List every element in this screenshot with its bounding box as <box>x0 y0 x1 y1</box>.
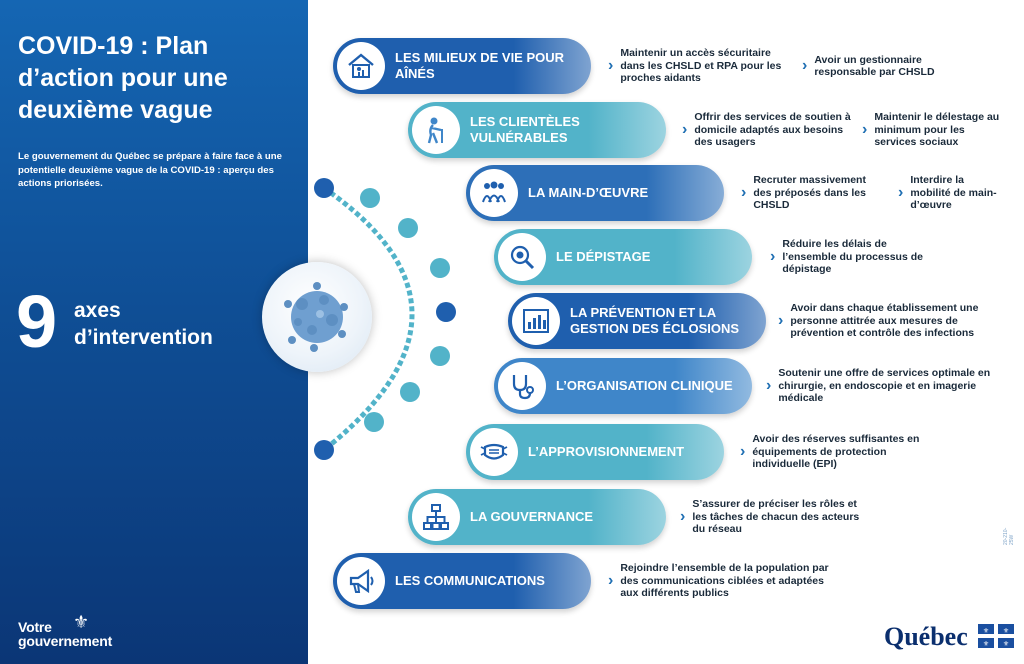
chevron-right-icon: › <box>778 312 784 329</box>
action-text: Recruter massivement des préposés dans les CHSLD <box>753 174 866 212</box>
reference-code: 20-210-25W <box>1003 527 1015 545</box>
axes-number: 9 <box>16 280 58 363</box>
axis-pill <box>466 424 724 480</box>
axes-caption-line2: d’intervention <box>74 326 213 349</box>
chevron-right-icon: › <box>680 508 686 525</box>
axis-action <box>608 38 788 94</box>
org-chart-icon <box>412 493 460 541</box>
axis-action <box>680 489 870 545</box>
axis-action <box>898 165 998 221</box>
svg-text:⚜: ⚜ <box>982 641 990 648</box>
axis-pill <box>466 165 724 221</box>
axis-pill <box>333 38 591 94</box>
axis-label: LES MILIEUX DE VIE POUR AÎNÉS <box>395 50 565 81</box>
axis-action <box>862 102 1002 158</box>
action-text: Avoir dans chaque établissement une personne attitrée aux mesures de prévention et contrôle des infections <box>790 302 979 340</box>
axis-row <box>0 165 1024 221</box>
logo-line1: Votre <box>18 619 52 635</box>
axis-row <box>0 102 1024 158</box>
votre-gouvernement-logo <box>18 620 112 648</box>
action-text: Rejoindre l’ensemble de la population par des communications ciblées et adaptées aux différents publics <box>620 562 829 600</box>
chevron-right-icon: › <box>898 184 904 201</box>
intro-text: Le gouvernement du Québec se prépare à faire face à une potentielle deuxième vague de la COVID-19 : aperçu des actions priorisées. <box>18 151 282 189</box>
svg-text:⚜: ⚜ <box>1002 641 1010 648</box>
axis-row <box>0 358 1024 414</box>
elderly-person-icon <box>412 106 460 154</box>
axis-label: LA GOUVERNANCE <box>470 509 594 524</box>
chevron-right-icon: › <box>608 572 614 589</box>
chevron-right-icon: › <box>608 57 614 74</box>
axis-row <box>0 38 1024 94</box>
logo-line2: gouvernement <box>18 633 113 649</box>
axis-pill <box>408 102 666 158</box>
action-text: Avoir un gestionnaire responsable par CHSLD <box>814 53 935 78</box>
axis-action <box>682 102 852 158</box>
chevron-right-icon: › <box>770 248 776 265</box>
axis-action <box>766 358 1006 414</box>
action-text: Réduire les délais de l’ensemble du processus de dépistage <box>782 238 923 276</box>
action-text: Interdire la mobilité de main-d’œuvre <box>910 174 997 212</box>
chevron-right-icon: › <box>682 121 688 138</box>
quebec-flag-icon <box>978 624 1014 648</box>
chevron-right-icon: › <box>766 377 772 394</box>
chevron-right-icon: › <box>740 443 746 460</box>
axis-label: L’ORGANISATION CLINIQUE <box>556 378 733 393</box>
axis-label: L’APPROVISIONNEMENT <box>528 444 685 459</box>
axis-row <box>0 424 1024 480</box>
stethoscope-icon <box>498 362 546 410</box>
action-text: Maintenir le délestage au minimum pour les services sociaux <box>874 111 1000 149</box>
axis-pill <box>494 229 752 285</box>
axes-caption-line1: axes <box>74 299 121 322</box>
action-text: S’assurer de préciser les rôles et les tâches de chacun des acteurs du réseau <box>692 498 860 536</box>
axis-row <box>0 229 1024 285</box>
action-text: Soutenir une offre de services optimale en chirurgie, en endoscopie et en imagerie médicale <box>778 367 991 405</box>
axis-pill <box>333 553 591 609</box>
axis-row <box>0 293 1024 349</box>
axis-pill <box>508 293 766 349</box>
virus-magnifier-icon <box>498 233 546 281</box>
svg-text:⚜: ⚜ <box>1002 628 1010 635</box>
action-text: Offrir des services de soutien à domicile adaptés aux besoins des usagers <box>694 111 851 149</box>
house-elderly-icon <box>337 42 385 90</box>
page-title: COVID-19 : Plan d’action pour une deuxième vague <box>18 32 228 124</box>
action-text: Maintenir un accès sécuritaire dans les CHSLD et RPA pour les proches aidants <box>620 47 782 85</box>
action-text: Avoir des réserves suffisantes en équipements de protection individuelle (EPI) <box>752 433 920 471</box>
axis-action <box>802 38 942 94</box>
axis-pill <box>408 489 666 545</box>
axis-action <box>608 553 838 609</box>
axis-label: LA MAIN-D’ŒUVRE <box>528 185 649 200</box>
axis-action <box>741 165 886 221</box>
mask-icon <box>470 428 518 476</box>
axis-label: LES COMMUNICATIONS <box>395 573 545 588</box>
chart-icon <box>512 297 560 345</box>
fleur-de-lis-icon: ⚜ <box>73 612 90 632</box>
quebec-logo: Québec <box>884 622 968 651</box>
axis-pill <box>494 358 752 414</box>
axis-action <box>740 424 940 480</box>
axis-label: LES CLIENTÈLES VULNÉRABLES <box>470 114 580 145</box>
chevron-right-icon: › <box>862 121 868 138</box>
svg-text:⚜: ⚜ <box>982 628 990 635</box>
megaphone-icon <box>337 557 385 605</box>
chevron-right-icon: › <box>741 184 747 201</box>
axis-label: LE DÉPISTAGE <box>556 249 651 264</box>
chevron-right-icon: › <box>802 57 808 74</box>
axis-row <box>0 489 1024 545</box>
axis-action <box>778 293 1008 349</box>
axis-label: LA PRÉVENTION ET LA GESTION DES ÉCLOSIONS <box>570 305 740 336</box>
workers-icon <box>470 169 518 217</box>
axis-action <box>770 229 940 285</box>
axis-row <box>0 553 1024 609</box>
